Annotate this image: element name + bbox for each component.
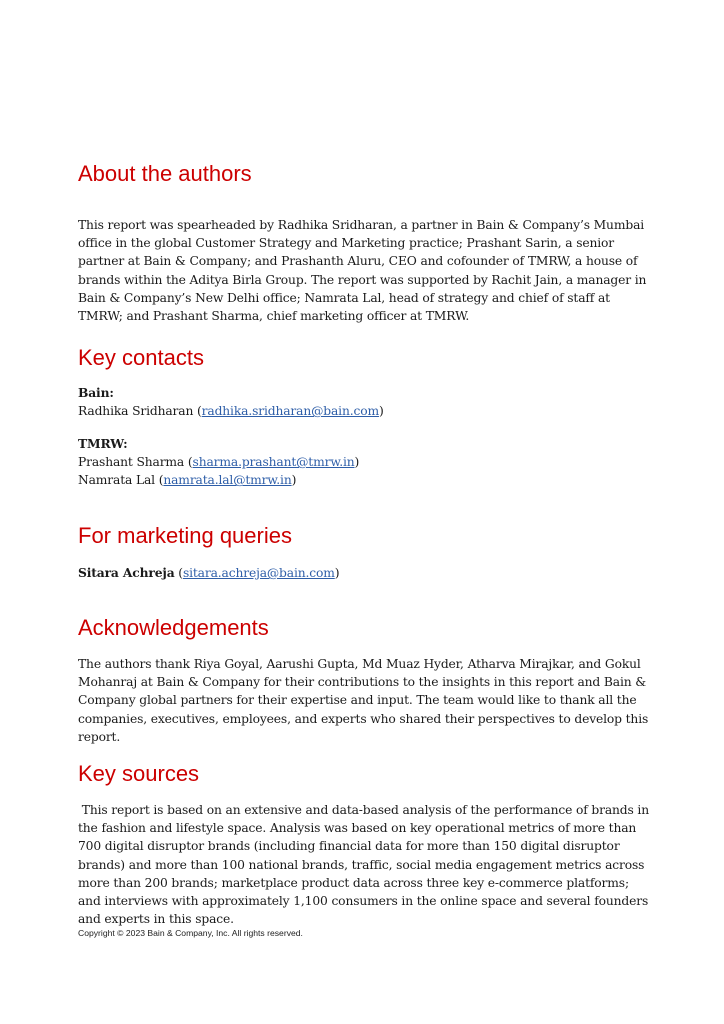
contact-row: Namrata Lal (namrata.lal@tmrw.in) [78,473,297,488]
copyright-notice: Copyright © 2023 Bain & Company, Inc. All rights reserved. [78,928,303,938]
contact-row: Radhika Sridharan (radhika.sridharan@bain.com) [78,404,384,419]
acknowledgements-heading: Acknowledgements [78,615,269,640]
marketing-email-link[interactable]: sitara.achreja@bain.com [182,566,335,580]
bain-label: Bain: [78,385,114,400]
contact-email-link[interactable]: namrata.lal@tmrw.in [163,473,292,488]
acknowledgements-body: The authors thank Riya Goyal, Aarushi Gupta, Md Muaz Hyder, Atharva Mirajkar, and Gokul Mohanraj at Bain & Company for their contributions to the insights in this report and Bain & Company global partners for their expertise and input. The team would like to thank all the companies, executives, employees, and experts who shared their perspectives to develop this report. [78,657,649,744]
tmrw-contacts [78,435,359,490]
contact-name: Namrata Lal [78,473,155,488]
sources-heading: Key sources [78,761,200,786]
tmrw-label: TMRW: [78,436,128,451]
contacts-heading: Key contacts [78,345,204,370]
about-body: This report was spearheaded by Radhika Sridharan, a partner in Bain & Company’s Mumbai office in the global Customer Strategy and Marketing practice; Prashant Sarin, a senior partner at Bain & Company; and Prashanth Aluru, CEO and cofounder of TMRW, a house of brands within the Aditya Birla Group. The report was supported by Rachit Jain, a manager in Bain & Company’s New Delhi office; Namrata Lal, head of strategy and chief of staff at TMRW; and Prashant Sharma, chief marketing officer at TMRW. [78,218,647,324]
bain-contacts [78,384,384,420]
contact-email-link[interactable]: radhika.sridharan@bain.com [201,404,379,419]
contact-name: Prashant Sharma [78,455,185,470]
marketing-name: Sitara Achreja [78,565,175,580]
sources-body: This report is based on an extensive and data-based analysis of the performance of brands in the fashion and lifestyle space. Analysis was based on key operational metrics of more than 700 digital disruptor brands (including financial data for more than 150 digital disruptor brands) and more than 100 national brands, traffic, social media engagement metrics across more than 200 brands; marketplace product data across three key e-commerce platforms; and interviews with approximately 1,100 consumers in the online space and several founders and experts in this space. [78,803,653,927]
marketing-contact: Sitara Achreja (sitara.achreja@bain.com) [78,565,340,580]
marketing-heading: For marketing queries [78,523,292,548]
about-heading: About the authors [78,161,252,186]
contact-name: Radhika Sridharan [78,404,194,419]
contact-email-link[interactable]: sharma.prashant@tmrw.in [192,455,355,470]
contact-row: Prashant Sharma (sharma.prashant@tmrw.in) [78,455,360,470]
